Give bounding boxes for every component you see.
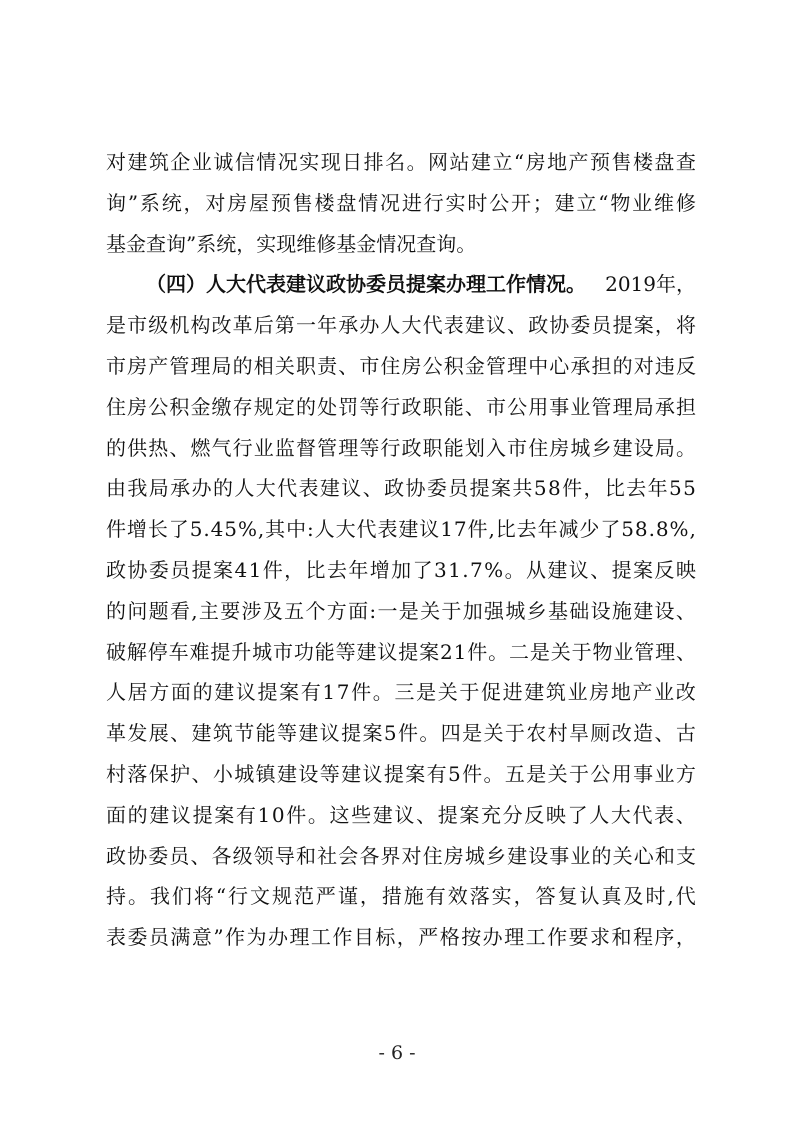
text-line: 面 的 建 议 提 案 有 1 0 件 。 这 些 建 议 、 提 案 充 分 反 映 了 人 大 代 表 、 (106, 802, 696, 827)
text-line: 住 房 公 积 金 缴 存 规 定 的 处 罚 等 行 政 职 能 、 市 公 用 事 业 管 理 局 承 担 (106, 394, 696, 419)
text-line: 的 供 热 、 燃 气 行 业 监 督 管 理 等 行 政 职 能 划 入 市 住 房 城 乡 建 设 局 。 (106, 435, 696, 460)
text-line: 表 委 员 满 意 ” 作 为 办 理 工 作 目 标 ， 严 格 按 办 理 工 作 要 求 和 程 序 ， (106, 925, 696, 950)
text-line: 基金查询”系统，实现维修基金情况查询。 (106, 231, 477, 256)
text-line: 由 我 局 承 办 的 人 大 代 表 建 议 、 政 协 委 员 提 案 共 5 8 件 ， 比 去 年 5 5 (106, 476, 696, 501)
text-line: 破 解 停 车 难 提 升 城 市 功 能 等 建 议 提 案 2 1 件 。 二 是 关 于 物 业 管 理 、 (106, 639, 696, 664)
text-line: 的 问 题 看 , 主 要 涉 及 五 个 方 面 : 一 是 关 于 加 强 城 乡 基 础 设 施 建 设 、 (106, 598, 696, 623)
text-line: 询 ” 系 统 ， 对 房 屋 预 售 楼 盘 情 况 进 行 实 时 公 开 ； 建 立 “ 物 业 维 修 (106, 190, 696, 215)
text-line: 政 协 委 员 提 案 4 1 件 ， 比 去 年 增 加 了 3 1 . 7 % 。 从 建 议 、 提 案 反 映 (106, 557, 696, 582)
text-line: 革 发 展 、 建 筑 节 能 等 建 议 提 案 5 件 。 四 是 关 于 农 村 旱 厕 改 造 、 古 (106, 721, 696, 746)
section-heading: （四）人大代表建议政协委员提案办理工作情况。 (146, 272, 586, 297)
page-number: - 6 - (378, 1042, 416, 1064)
text-line: 政 协 委 员 、 各 级 领 导 和 社 会 各 界 对 住 房 城 乡 建 设 事 业 的 关 心 和 支 (106, 843, 696, 868)
text-line: 对 建 筑 企 业 诚 信 情 况 实 现 日 排 名 。 网 站 建 立 “ 房 地 产 预 售 楼 盘 查 (106, 150, 696, 174)
text-line: 村 落 保 护 、 小 城 镇 建 设 等 建 议 提 案 有 5 件 。 五 是 关 于 公 用 事 业 方 (106, 761, 696, 786)
text-line: 人 居 方 面 的 建 议 提 案 有 1 7 件 。 三 是 关 于 促 进 建 筑 业 房 地 产 业 改 (106, 680, 696, 705)
text-line: 持 。 我 们 将 “ 行 文 规 范 严 谨 ， 措 施 有 效 落 实 ， 答 复 认 真 及 时 , 代 (106, 884, 696, 909)
section-heading-line (106, 264, 696, 305)
text-line: 件 增 长 了 5 . 4 5 % , 其 中 : 人 大 代 表 建 议 1 7 件 , 比 去 年 减 少 了 5 8 . 8 % , (106, 517, 696, 542)
text-line: 市 房 产 管 理 局 的 相 关 职 责 、 市 住 房 公 积 金 管 理 中 心 承 担 的 对 违 反 (106, 353, 696, 378)
text-line: 是 市 级 机 构 改 革 后 第 一 年 承 办 人 大 代 表 建 议 、 政 协 委 员 提 案 ， 将 (106, 313, 696, 338)
body-text (106, 142, 696, 958)
text-run: 2019年， (605, 272, 696, 297)
